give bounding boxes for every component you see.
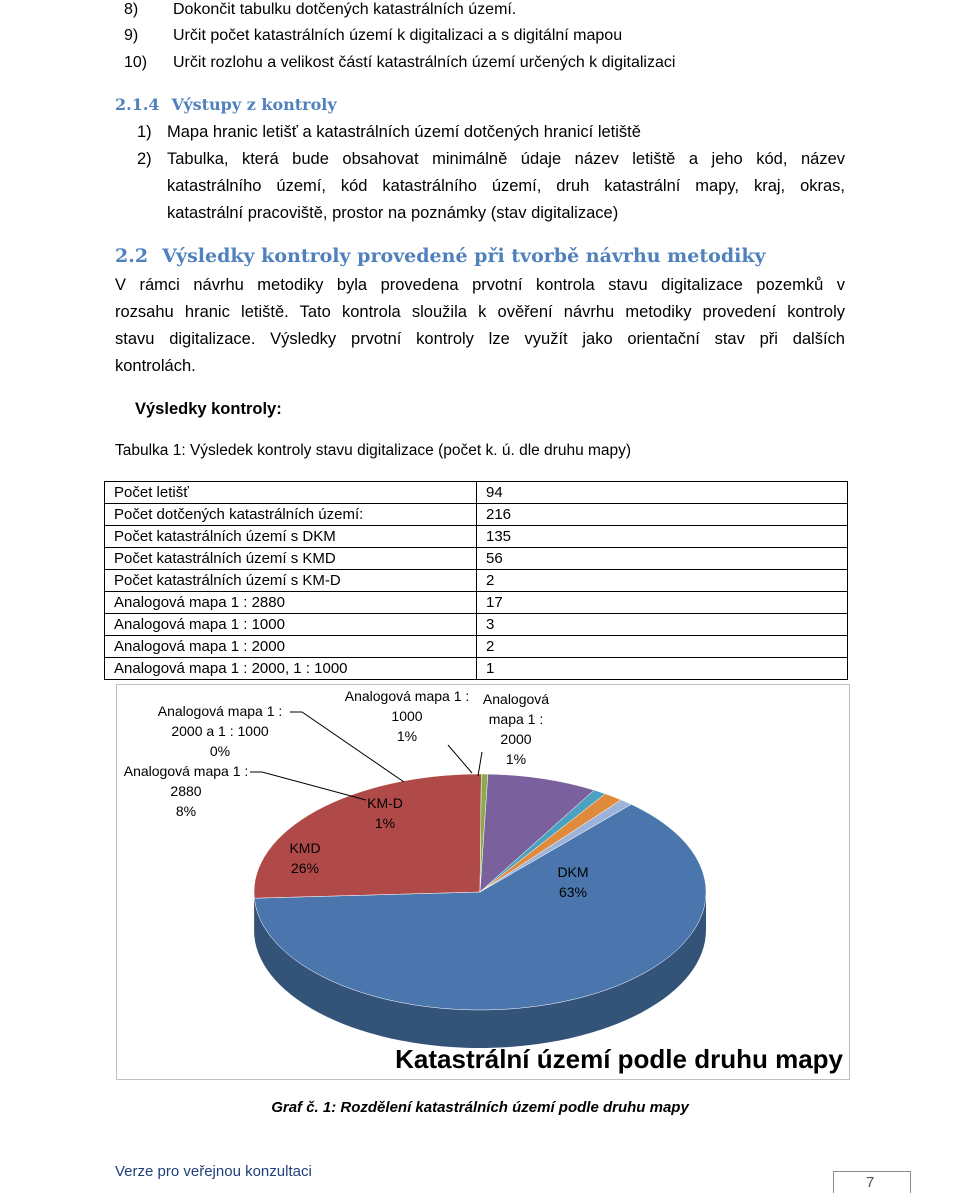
results-subheading: Výsledky kontroly: [135, 399, 282, 419]
section-number: 2.2 [115, 245, 148, 267]
table-cell-label: Analogová mapa 1 : 2880 [105, 592, 477, 614]
list-text: Určit rozlohu a velikost částí katastrálních území určených k digitalizaci [173, 54, 675, 71]
data-label: Analogová mapa 1 : [158, 703, 283, 719]
list-text: Tabulka, která bude obsahovat minimálně údaje název letiště a jeho kód, název [167, 149, 845, 169]
paragraph-line: kontrolách. [115, 356, 845, 376]
table-cell-label: Počet katastrálních území s KMD [105, 548, 477, 570]
data-label: 26% [291, 860, 319, 876]
table-cell-label: Počet katastrálních území s KM-D [105, 570, 477, 592]
data-label: DKM [557, 864, 588, 880]
paragraph-line: V rámci návrhu metodiky byla provedena prvotní kontrola stavu digitalizace pozemků v [115, 275, 845, 295]
section-title: Výstupy z kontroly [172, 95, 337, 114]
data-label: 1% [375, 815, 395, 831]
leader-line [250, 772, 366, 800]
paragraph-line: stavu digitalizace. Výsledky prvotní kontroly lze využít jako orientační stav při dalších [115, 329, 845, 349]
chart-title: Katastrální území podle druhu mapy [395, 1044, 843, 1074]
leader-line [478, 752, 482, 776]
data-label: KM-D [367, 795, 403, 811]
table-cell-value: 56 [477, 548, 848, 570]
list-text: Dokončit tabulku dotčených katastrálních území. [173, 1, 516, 18]
table-cell-label: Počet katastrálních území s DKM [105, 526, 477, 548]
table-caption: Tabulka 1: Výsledek kontroly stavu digitalizace (počet k. ú. dle druhu mapy) [115, 441, 631, 461]
table-cell-label: Počet dotčených katastrálních území: [105, 504, 477, 526]
leader-line [448, 745, 472, 773]
data-label: 8% [176, 803, 196, 819]
section-number: 2.1.4 [115, 95, 160, 114]
table-cell-value: 3 [477, 614, 848, 636]
table-cell-label: Analogová mapa 1 : 2000 [105, 636, 477, 658]
data-label: KMD [289, 840, 320, 856]
table-cell-label: Analogová mapa 1 : 2000, 1 : 1000 [105, 658, 477, 680]
list-number: 1) [137, 122, 167, 142]
page-number: 7 [866, 1174, 874, 1191]
data-label: 2000 [500, 731, 531, 747]
footer-text: Verze pro veřejnou konzultaci [115, 1163, 312, 1180]
list-text: Určit počet katastrálních území k digitalizaci a s digitální mapou [173, 27, 622, 44]
pie-slice [254, 774, 481, 898]
data-label: mapa 1 : [489, 711, 543, 727]
table-cell-value: 2 [477, 636, 848, 658]
table-cell-value: 216 [477, 504, 848, 526]
list-text: katastrální pracoviště, prostor na poznámky (stav digitalizace) [167, 203, 618, 223]
data-label: 1% [397, 728, 417, 744]
list-number: 2) [137, 149, 167, 169]
data-label: Analogová mapa 1 : [124, 763, 249, 779]
leader-line [290, 712, 404, 782]
data-label: 2880 [170, 783, 201, 799]
table-cell-label: Analogová mapa 1 : 1000 [105, 614, 477, 636]
data-label: 2000 a 1 : 1000 [171, 723, 269, 739]
data-label: Analogová mapa 1 : [345, 688, 470, 704]
list-number: 10) [124, 53, 173, 73]
table-cell-value: 2 [477, 570, 848, 592]
table-cell-label: Počet letišť [105, 482, 477, 504]
data-label: 1000 [391, 708, 422, 724]
list-number: 8) [124, 0, 173, 20]
table-cell-value: 135 [477, 526, 848, 548]
figure-caption: Graf č. 1: Rozdělení katastrálních území podle druhu mapy [0, 1099, 960, 1116]
section-title: Výsledky kontroly provedené při tvorbě návrhu metodiky [162, 245, 765, 267]
table-cell-value: 1 [477, 658, 848, 680]
data-label: 0% [210, 743, 230, 759]
table-cell-value: 94 [477, 482, 848, 504]
list-text: katastrálního území, kód katastrálního území, druh katastrální mapy, kraj, okras, [167, 176, 845, 196]
table-cell-value: 17 [477, 592, 848, 614]
list-text: Mapa hranic letišť a katastrálních území dotčených hranicí letiště [167, 123, 641, 141]
data-label: Analogová [483, 691, 549, 707]
list-number: 9) [124, 26, 173, 46]
data-label: 63% [559, 884, 587, 900]
paragraph-line: rozsahu hranic letiště. Tato kontrola sloužila k ověření návrhu metodiky provedení kontroly [115, 302, 845, 322]
data-label: 1% [506, 751, 526, 767]
